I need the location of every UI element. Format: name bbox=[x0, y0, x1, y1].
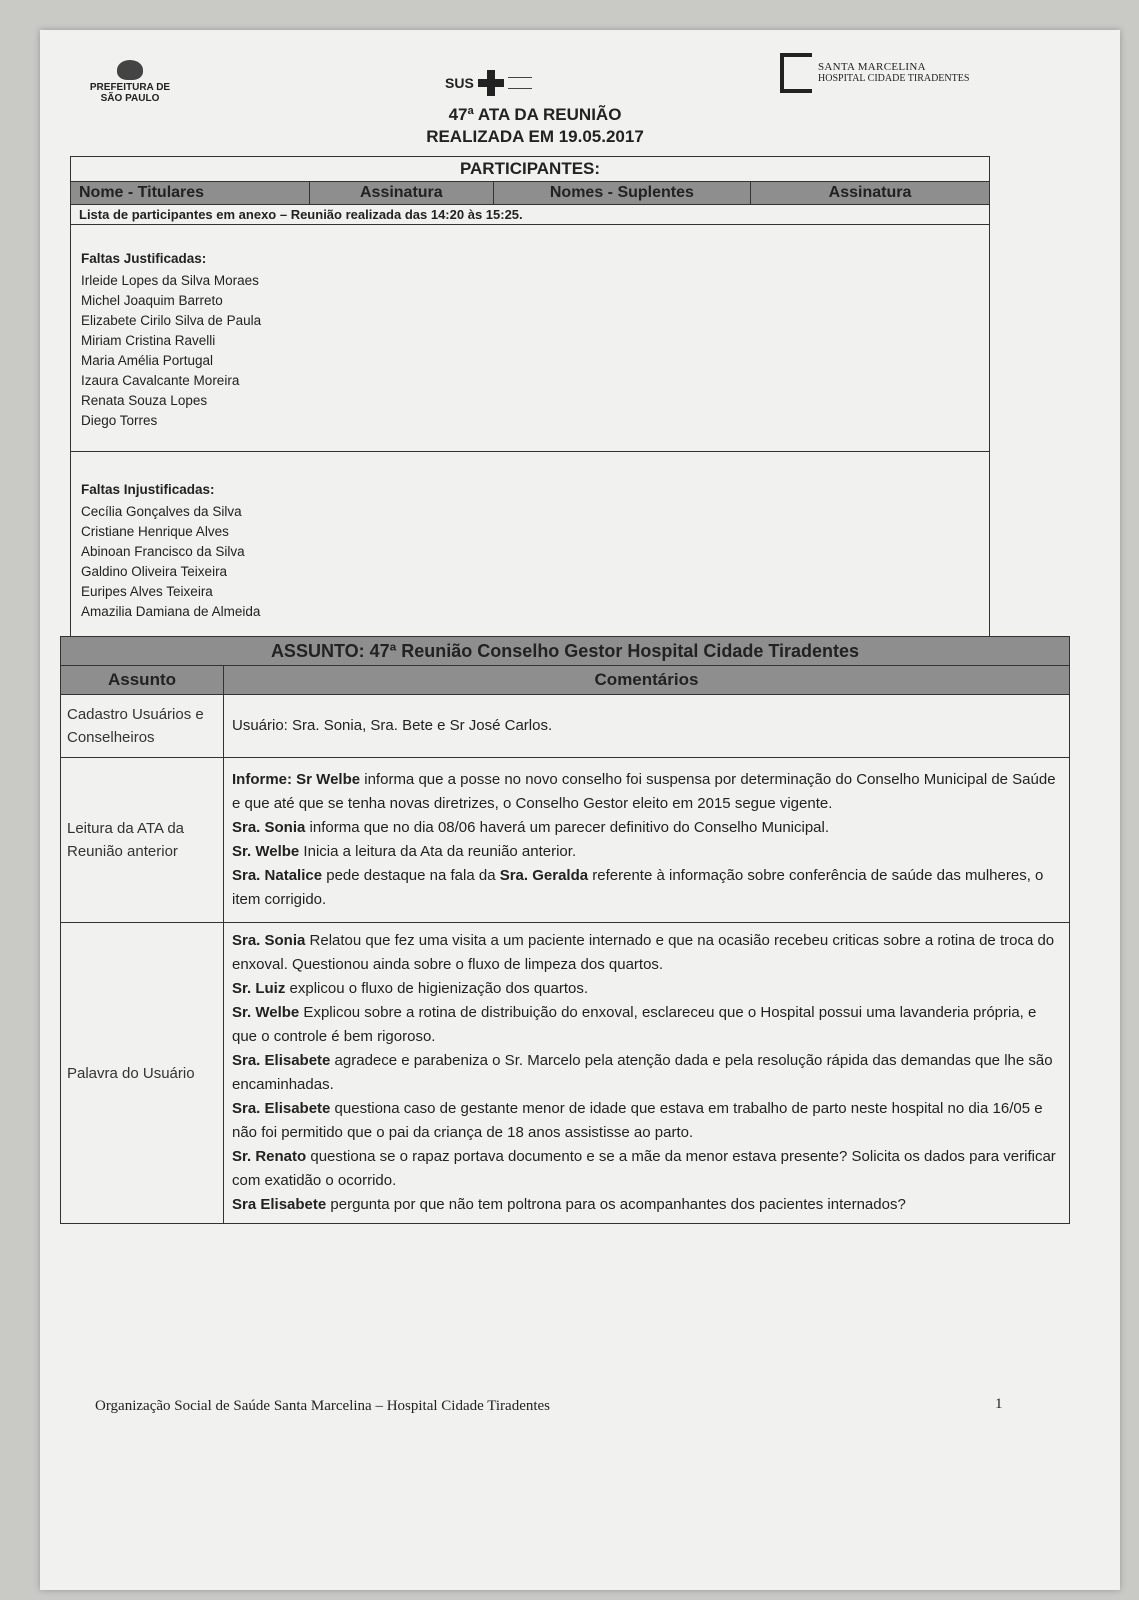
col-assinatura-2: Assinatura bbox=[751, 182, 990, 205]
list-item: Michel Joaquim Barreto bbox=[81, 293, 223, 308]
list-item: Cecília Gonçalves da Silva bbox=[81, 504, 242, 519]
sus-logo-text: SUS bbox=[445, 75, 474, 91]
comment-text: Inicia a leitura da Ata da reunião anterior. bbox=[299, 843, 577, 860]
list-item: Elizabete Cirilo Silva de Paula bbox=[81, 313, 262, 328]
speaker-name: Sra. Natalice bbox=[232, 867, 323, 884]
list-item: Izaura Cavalcante Moreira bbox=[81, 373, 240, 388]
faltas-justificadas-cell bbox=[71, 225, 990, 452]
participants-heading: PARTICIPANTES: bbox=[71, 157, 990, 182]
faltas-injustificadas-cell bbox=[71, 452, 990, 641]
footer-text: Organização Social de Saúde Santa Marcelina – Hospital Cidade Tiradentes bbox=[95, 1398, 551, 1414]
col-assunto: Assunto bbox=[61, 666, 224, 695]
speaker-name: Informe: Sr Welbe bbox=[232, 771, 361, 788]
title-line2: REALIZADA EM 19.05.2017 bbox=[426, 127, 644, 146]
speaker-name: Sra. Sonia bbox=[232, 932, 306, 949]
comment-text: pede destaque na fala da bbox=[322, 867, 500, 884]
sus-lines-icon bbox=[508, 77, 532, 89]
row-comment-palavra bbox=[224, 923, 1070, 1224]
row-comment-leitura bbox=[224, 758, 1070, 923]
speaker-name: Sra. Sonia bbox=[232, 819, 306, 836]
sus-cross-icon bbox=[478, 70, 504, 96]
table-row bbox=[61, 695, 1070, 758]
comment-text: Explicou sobre a rotina de distribuição do enxoval, esclareceu que o Hospital possui uma lavanderia própria, e que o controle é bem rigoroso. bbox=[232, 1004, 1037, 1045]
title-line1: 47ª ATA DA REUNIÃO bbox=[448, 105, 622, 124]
page-number: 1 bbox=[995, 1396, 1003, 1412]
speaker-name: Sra. Elisabete bbox=[232, 1052, 331, 1069]
list-item: Renata Souza Lopes bbox=[81, 393, 208, 408]
list-item: Euripes Alves Teixeira bbox=[81, 584, 213, 599]
comment-text: pergunta por que não tem poltrona para os acompanhantes dos pacientes internados? bbox=[326, 1196, 906, 1213]
speaker-name: Sra. Geralda bbox=[499, 867, 589, 884]
list-item: Irleide Lopes da Silva Moraes bbox=[81, 273, 259, 288]
document-title bbox=[390, 104, 680, 148]
speaker-name: Sra. Elisabete bbox=[232, 1100, 331, 1117]
participants-table bbox=[70, 156, 990, 641]
logo-sp-line2: SÃO PAULO bbox=[100, 93, 160, 104]
list-item: Diego Torres bbox=[81, 413, 158, 428]
comment-text: explicou o fluxo de higienização dos quartos. bbox=[285, 980, 589, 997]
col-nomes-suplentes: Nomes - Suplentes bbox=[493, 182, 750, 205]
faltas-justificadas-heading: Faltas Justificadas: bbox=[81, 251, 207, 266]
list-item: Cristiane Henrique Alves bbox=[81, 524, 229, 539]
prefeitura-sao-paulo-logo bbox=[85, 60, 175, 110]
participants-note: Lista de participantes em anexo – Reunião realizada das 14:20 às 15:25. bbox=[71, 205, 990, 225]
row-comment-cadastro: Usuário: Sra. Sonia, Sra. Bete e Sr José Carlos. bbox=[224, 695, 1070, 758]
list-item: Maria Amélia Portugal bbox=[81, 353, 214, 368]
comment-text: questiona caso de gestante menor de idade que estava em trabalho de parto neste hospital no dia 16/05 e não foi permitido que o pai da criança de 18 anos assistisse ao parto. bbox=[232, 1100, 1043, 1141]
assunto-heading: ASSUNTO: 47ª Reunião Conselho Gestor Hospital Cidade Tiradentes bbox=[61, 637, 1070, 666]
speaker-name: Sr. Welbe bbox=[232, 1004, 300, 1021]
comment-text: referente à informação sobre conferência de saúde das mulheres, o item corrigido. bbox=[232, 867, 1044, 908]
table-row bbox=[61, 758, 1070, 923]
assunto-table bbox=[60, 636, 1070, 1224]
speaker-name: Sra Elisabete bbox=[232, 1196, 327, 1213]
comment-text: agradece e parabeniza o Sr. Marcelo pela atenção dada e pela resolução rápida das demandas que lhe são encaminhadas. bbox=[232, 1052, 1053, 1093]
santa-marcelina-line1: SANTA MARCELINA bbox=[818, 61, 926, 73]
col-nome-titulares: Nome - Titulares bbox=[71, 182, 310, 205]
participants-header-row bbox=[71, 182, 990, 205]
speaker-name: Sr. Luiz bbox=[232, 980, 286, 997]
list-item: Abinoan Francisco da Silva bbox=[81, 544, 245, 559]
list-item: Miriam Cristina Ravelli bbox=[81, 333, 216, 348]
speaker-name: Sr. Welbe bbox=[232, 843, 300, 860]
comment-text: informa que a posse no novo conselho foi suspensa por determinação do Conselho Municipal de Saúde e que até que se tenha novas diretrizes, o Conselho Gestor eleito em 2015 segue vigente. bbox=[232, 771, 1056, 812]
col-comentarios: Comentários bbox=[224, 666, 1070, 695]
santa-marcelina-line2: HOSPITAL CIDADE TIRADENTES bbox=[818, 73, 970, 84]
row-label-palavra: Palavra do Usuário bbox=[61, 923, 224, 1224]
list-item: Galdino Oliveira Teixeira bbox=[81, 564, 228, 579]
comment-text: Relatou que fez uma visita a um paciente internado e que na ocasião recebeu criticas sobre a rotina de troca do enxoval. Questionou ainda sobre o fluxo de limpeza dos quartos. bbox=[232, 932, 1055, 973]
city-seal-icon bbox=[117, 60, 143, 80]
santa-marcelina-mark-icon bbox=[780, 53, 812, 93]
row-label-leitura: Leitura da ATA da Reunião anterior bbox=[61, 758, 224, 923]
logo-sp-line1: PREFEITURA DE bbox=[89, 82, 171, 93]
santa-marcelina-logo bbox=[780, 48, 980, 98]
sus-logo bbox=[445, 66, 555, 100]
table-row bbox=[61, 923, 1070, 1224]
comment-text: questiona se o rapaz portava documento e se a mãe da menor estava presente? Solicita os dados para verificar com exatidão o ocorrido. bbox=[232, 1148, 1056, 1189]
col-assinatura-1: Assinatura bbox=[309, 182, 493, 205]
speaker-name: Sr. Renato bbox=[232, 1148, 307, 1165]
list-item: Amazilia Damiana de Almeida bbox=[81, 604, 261, 619]
comment-text: informa que no dia 08/06 haverá um parecer definitivo do Conselho Municipal. bbox=[305, 819, 830, 836]
faltas-injustificadas-heading: Faltas Injustificadas: bbox=[81, 482, 215, 497]
row-label-cadastro: Cadastro Usuários e Conselheiros bbox=[61, 695, 224, 758]
